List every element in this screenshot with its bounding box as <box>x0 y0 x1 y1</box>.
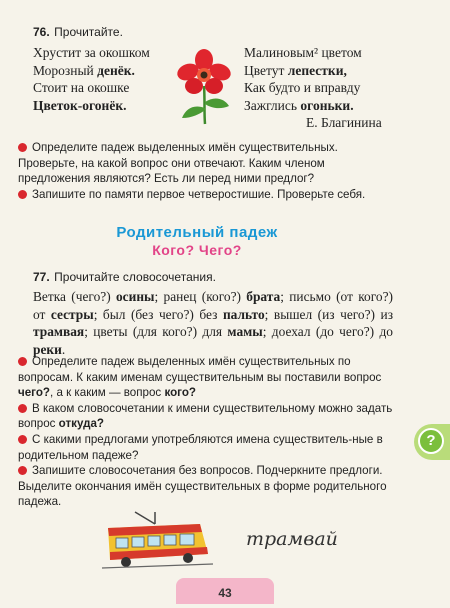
word-combinations: Ветка (чего?) осины; ранец (кого?) брата; письмо (от кого?) от сестры; был (без чего?) без пальто; вышел (из чего?) из трамвая; цветы (для кого?) для мамы; доехал (до чего?) до реки. <box>33 289 393 357</box>
exercise-instruction: Прочитайте. <box>54 25 123 39</box>
poem-line: Хрустит за окошком <box>33 45 150 60</box>
bullet-icon <box>18 404 27 413</box>
highlighted-word: брата <box>246 289 281 304</box>
task-item: В каком словосочетании к имени существительному можно задать вопрос откуда? <box>18 401 393 431</box>
poem-line: Морозный денёк. <box>33 62 135 78</box>
poem-line: Как будто и вправду <box>244 80 361 95</box>
bullet-icon <box>18 357 27 366</box>
highlighted-word: осины <box>115 289 155 304</box>
page-number: 43 <box>218 586 232 600</box>
bullet-icon <box>18 466 27 475</box>
poem-right-column <box>244 44 362 114</box>
task-item: Запишите словосочетания без вопросов. Подчеркните предлоги. Выделите окончания имён существительных в форме родительного падежа. <box>18 464 387 509</box>
task-item: Запишите по памяти первое четверостишие. Проверьте себя. <box>18 187 394 203</box>
bullet-icon <box>18 190 27 199</box>
bullet-icon <box>18 435 27 444</box>
poem-line: Зажглись огоньки. <box>244 97 354 113</box>
task-item: С какими предлогами употребляются имена существитель-ные в родительном падеже? <box>18 432 383 462</box>
exercise-number: 76. <box>33 25 50 39</box>
poem-line: Цветут лепестки, <box>244 62 347 78</box>
task-item: Определите падеж выделенных имён существительных по вопросам. К каким именам существительным вы поставили вопрос чего?, а к каким — вопрос кого? <box>18 355 382 400</box>
highlighted-word: сестры <box>50 306 94 322</box>
help-tab[interactable] <box>414 424 450 460</box>
poem-left-column <box>33 44 150 114</box>
exercise-76-header <box>33 23 123 41</box>
poem-line: Малиновым² цветом <box>244 45 362 60</box>
red-flower-illustration <box>174 48 234 126</box>
exercise-76-tasks <box>18 140 394 202</box>
poem-line <box>33 97 150 115</box>
poem-author: Е. Благинина <box>306 115 382 130</box>
highlighted-word: реки <box>33 341 62 357</box>
highlighted-word: пальто <box>222 306 265 322</box>
highlighted-word: Цветок-огонёк. <box>33 97 127 113</box>
exercise-77-tasks <box>18 354 394 510</box>
highlighted-word: мамы <box>227 324 263 339</box>
exercise-number: 77. <box>33 270 50 284</box>
page-number-tab <box>176 578 274 604</box>
task-item: Определите падеж выделенных имён существительных. Проверьте, на какой вопрос они отвечают. Каким членом предложения являются? Есть ли перед ними предлог? <box>18 141 338 186</box>
handwritten-word: трамвай <box>246 528 338 550</box>
highlighted-word: огоньки. <box>300 97 354 113</box>
exercise-77-header <box>33 268 216 286</box>
bullet-icon <box>18 143 27 152</box>
tram-illustration <box>100 510 215 572</box>
section-subtitle: Кого? Чего? <box>152 242 242 258</box>
highlighted-word: трамвая <box>33 324 85 339</box>
highlighted-word: лепестки, <box>287 62 347 78</box>
exercise-instruction: Прочитайте словосочетания. <box>54 270 216 284</box>
section-title: Родительный падеж <box>116 224 278 241</box>
poem-line: Стоит на окошке <box>33 80 130 95</box>
question-icon[interactable]: ? <box>418 428 444 454</box>
highlighted-word: денёк. <box>97 62 135 78</box>
